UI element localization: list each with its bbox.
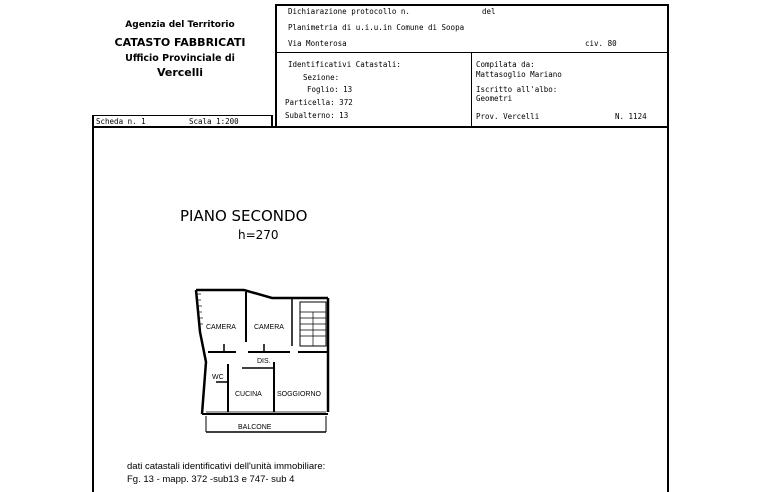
room-cucina: CUCINA [235, 391, 262, 398]
compiler-title: Compilata da: [476, 60, 535, 69]
albo-label: Iscritto all'albo: [476, 85, 558, 94]
albo-value: Geometri [476, 94, 513, 103]
room-wc: WC [212, 374, 224, 381]
protocol-label: Dichiarazione protocollo n. [288, 7, 410, 16]
room-camera-left: CAMERA [206, 324, 236, 331]
plan-title: PIANO SECONDO [180, 207, 308, 225]
subalterno-field: Subalterno: 13 [285, 111, 349, 120]
footer-caption: dati catastali identificativi dell'unità immobiliare: [127, 461, 326, 472]
compiler-name: Mattasoglio Mariano [476, 70, 562, 79]
foglio-field: Foglio: 13 [307, 85, 353, 94]
office-provincial: Ufficio Provinciale di [125, 53, 235, 64]
identifiers-title: Identificativi Catastali: [288, 60, 401, 69]
address-text: Via Monterosa [288, 39, 347, 48]
plan-height: h=270 [238, 228, 279, 242]
planimetry-text: Planimetria di u.i.u.in Comune di Soopa [288, 23, 465, 32]
compiler-province: Prov. Vercelli [476, 112, 540, 121]
particella-field: Particella: 372 [285, 98, 353, 107]
footer-references: Fg. 13 - mapp. 372 -sub13 e 747- sub 4 [127, 474, 295, 485]
sezione-field: Sezione: [303, 73, 340, 82]
room-balcone: BALCONE [238, 424, 272, 431]
protocol-del: del [482, 7, 496, 16]
scheda-scale: Scala 1:200 [189, 117, 239, 126]
room-camera-right: CAMERA [254, 324, 284, 331]
civ-text: civ. 80 [585, 39, 617, 48]
office-agency: Agenzia del Territorio [125, 20, 235, 30]
compiler-number: N. 1124 [615, 112, 647, 121]
room-dis: DIS. [257, 358, 271, 365]
scheda-number: Scheda n. 1 [96, 117, 146, 126]
office-city: Vercelli [156, 66, 204, 79]
office-catasto: CATASTO FABBRICATI [114, 36, 246, 49]
room-soggiorno: SOGGIORNO [277, 391, 321, 398]
